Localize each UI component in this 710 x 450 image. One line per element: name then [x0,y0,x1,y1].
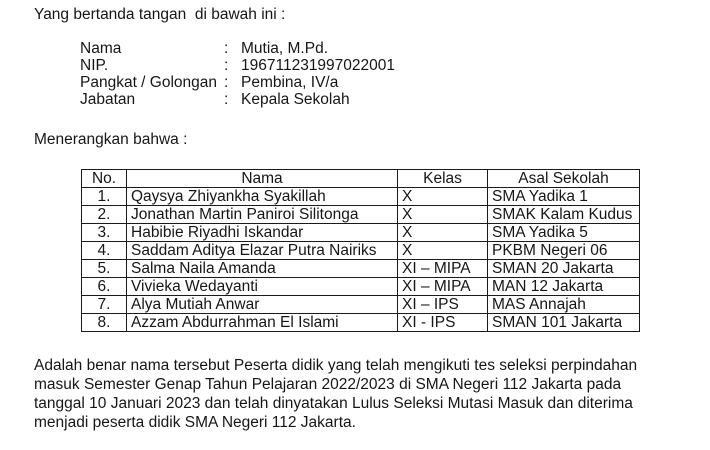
identity-colon: : [224,74,229,91]
cell-no: 8. [82,314,127,332]
cell-no: 1. [82,188,127,206]
table-row [82,314,640,332]
cell-no: 2. [82,206,127,224]
header-kelas: Kelas [398,170,488,188]
identity-row-jabatan [80,91,395,108]
cell-nama: Alya Mutiah Anwar [127,296,398,314]
cell-asal-sekolah: MAS Annajah [488,296,640,314]
cell-nama: Saddam Aditya Elazar Putra Nairiks [127,242,398,260]
table-row [82,296,640,314]
identity-value: 196711231997022001 [241,57,396,74]
cell-kelas: X [398,224,488,242]
cell-kelas: X [398,188,488,206]
cell-nama: Azzam Abdurrahman El Islami [127,314,398,332]
identity-label: Jabatan [80,91,136,108]
cell-asal-sekolah: SMA Yadika 1 [488,188,640,206]
table-header-row [82,170,640,188]
cell-asal-sekolah: MAN 12 Jakarta [488,278,640,296]
table-row [82,188,640,206]
cell-kelas: XI – MIPA [398,278,488,296]
identity-row-pangkat [80,74,395,91]
identity-row-nama [80,40,395,57]
table-row [82,260,640,278]
table-row [82,224,640,242]
header-no: No. [82,170,127,188]
header-nama: Nama [127,170,398,188]
cell-no: 6. [82,278,127,296]
identity-label: NIP. [80,57,109,74]
header-asal-sekolah: Asal Sekolah [488,170,640,188]
student-table [81,169,640,332]
cell-kelas: X [398,242,488,260]
identity-row-nip [80,57,395,74]
cell-no: 4. [82,242,127,260]
cell-no: 5. [82,260,127,278]
cell-no: 3. [82,224,127,242]
cell-kelas: XI - IPS [398,314,488,332]
identity-label: Nama [80,40,122,57]
cell-asal-sekolah: SMAN 20 Jakarta [488,260,640,278]
cell-nama: Jonathan Martin Paniroi Silitonga [127,206,398,224]
cell-nama: Habibie Riyadhi Iskandar [127,224,398,242]
cell-kelas: XI – MIPA [398,260,488,278]
cell-asal-sekolah: SMAN 101 Jakarta [488,314,640,332]
cell-nama: Qaysya Zhiyankha Syakillah [127,188,398,206]
cell-asal-sekolah: SMA Yadika 5 [488,224,640,242]
closing-line: tanggal 10 Januari 2023 dan telah dinyatakan Lulus Seleksi Mutasi Masuk dan diterima [34,395,633,412]
closing-line: menjadi peserta didik SMA Negeri 112 Jakarta. [34,414,356,431]
statement-text: Menerangkan bahwa : [34,131,188,148]
identity-value: Mutia, M.Pd. [241,40,328,57]
table-row [82,278,640,296]
cell-kelas: XI – IPS [398,296,488,314]
signatory-identity [80,40,395,108]
closing-line: masuk Semester Genap Tahun Pelajaran 2022/2023 di SMA Negeri 112 Jakarta pada [34,376,622,393]
closing-line: Adalah benar nama tersebut Peserta didik yang telah mengikuti tes seleksi perpindahan [34,357,638,374]
cell-asal-sekolah: SMAK Kalam Kudus [488,206,640,224]
identity-colon: : [224,40,229,57]
identity-value: Kepala Sekolah [241,91,350,108]
closing-paragraph [34,356,684,432]
table-row [82,206,640,224]
identity-colon: : [224,57,229,74]
identity-label: Pangkat / Golongan [80,74,218,91]
cell-no: 7. [82,296,127,314]
intro-text: Yang bertanda tangan di bawah ini : [34,6,286,23]
cell-asal-sekolah: PKBM Negeri 06 [488,242,640,260]
identity-colon: : [224,91,229,108]
cell-kelas: X [398,206,488,224]
table-row [82,242,640,260]
cell-nama: Salma Naila Amanda [127,260,398,278]
cell-nama: Vivieka Wedayanti [127,278,398,296]
identity-value: Pembina, IV/a [241,74,339,91]
